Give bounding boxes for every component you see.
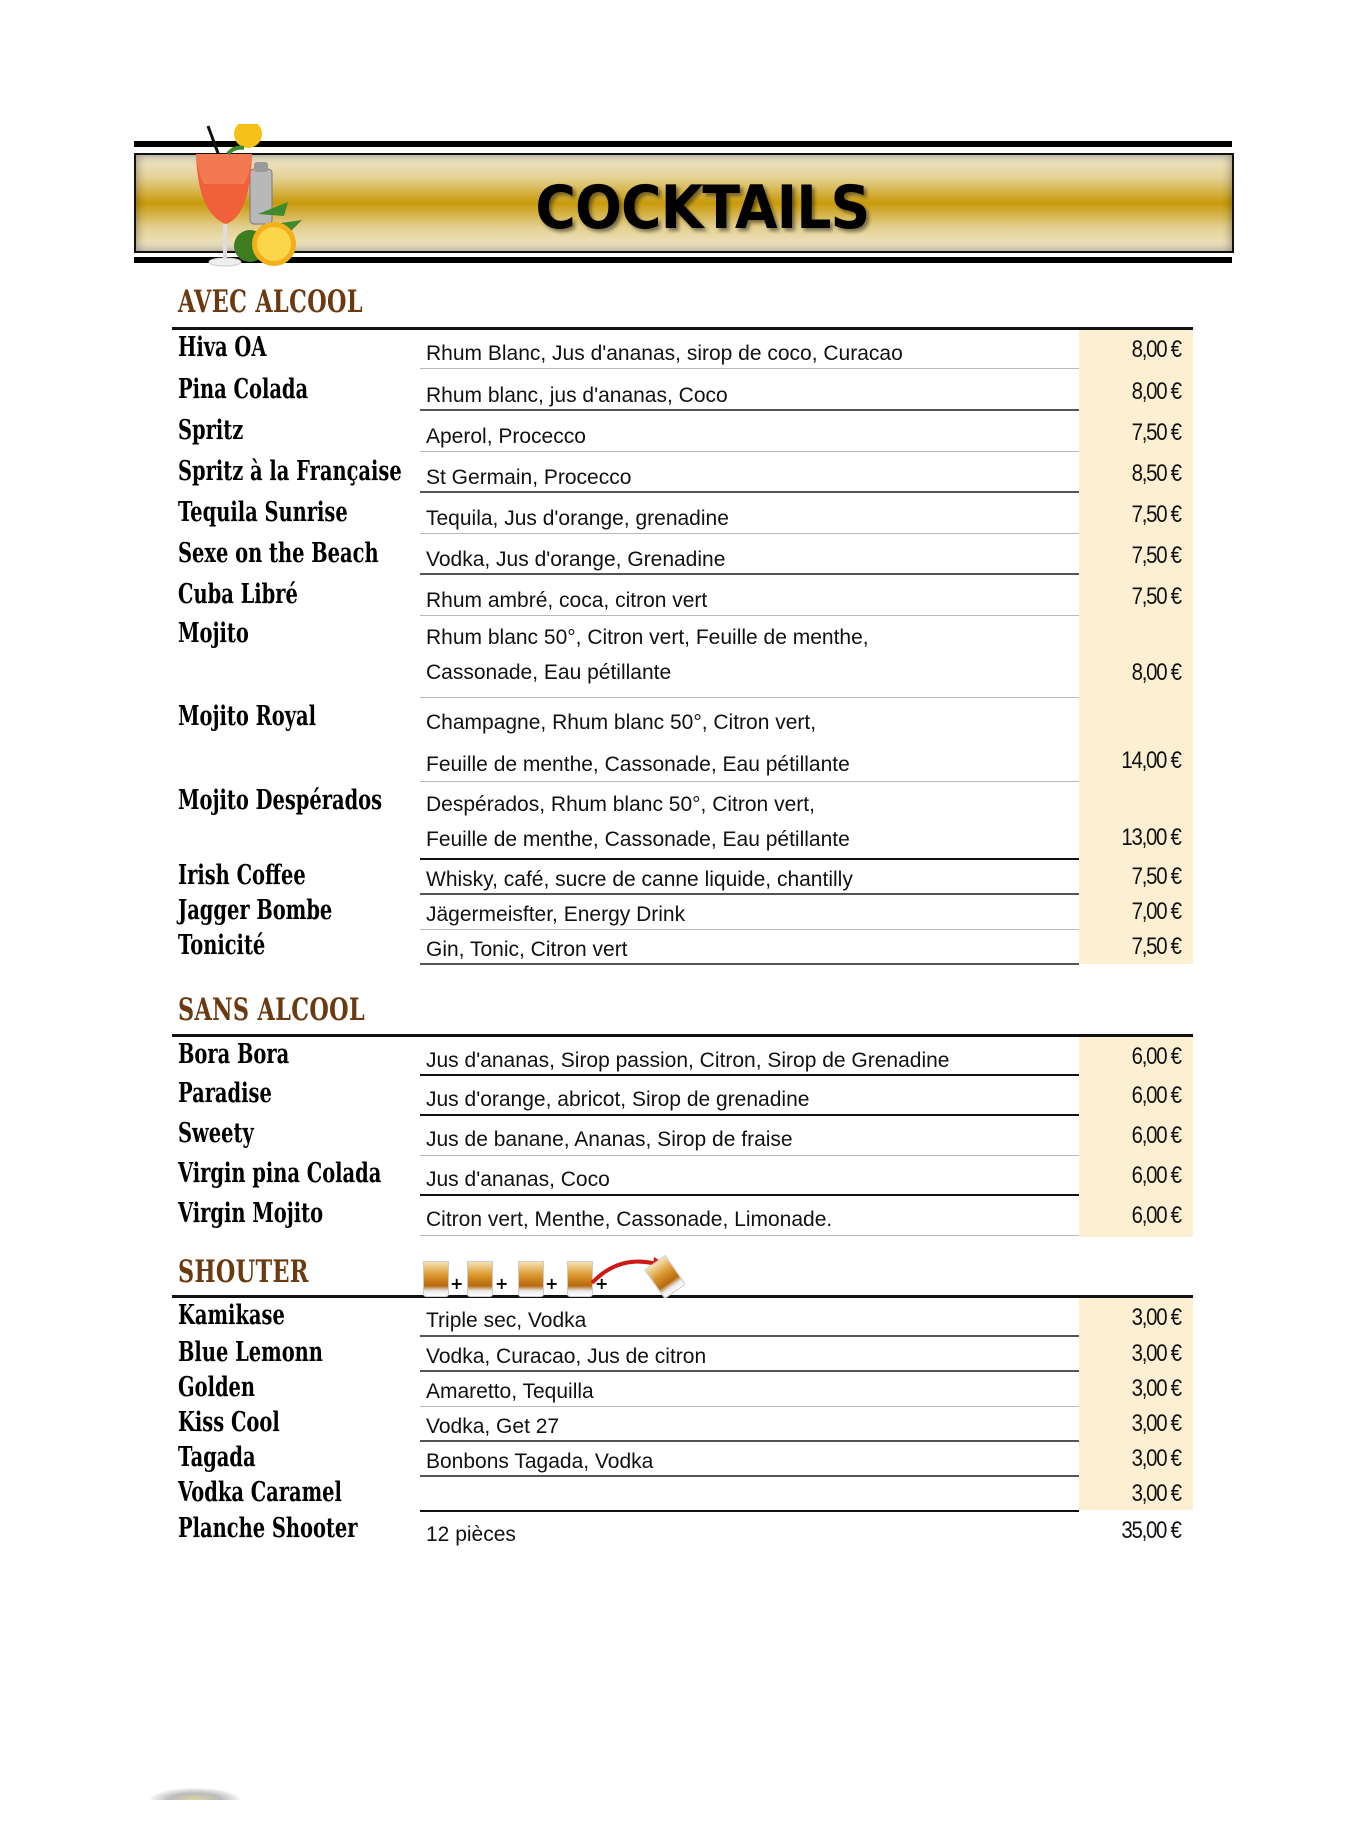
menu-item	[172, 411, 1193, 452]
item-price: 8,00 €	[1131, 336, 1181, 363]
item-description: St Germain, Procecco	[426, 466, 632, 489]
cocktail-glass-icon	[188, 124, 308, 274]
item-description: Vodka, Jus d'orange, Grenadine	[426, 548, 726, 571]
item-description: Vodka, Get 27	[426, 1415, 560, 1438]
row-rule	[420, 1235, 1079, 1236]
item-name: Mojito Royal	[178, 701, 317, 732]
item-price: 8,00 €	[1131, 659, 1181, 686]
menu-item	[172, 616, 1193, 699]
menu-item	[172, 930, 1193, 965]
item-description: Aperol, Procecco	[426, 425, 586, 448]
item-price: 3,00 €	[1131, 1480, 1181, 1507]
item-price: 3,00 €	[1131, 1375, 1181, 1402]
shot-glasses-illustration	[420, 1255, 720, 1299]
shot-glass-icon	[423, 1261, 449, 1297]
shot-glass-icon	[518, 1261, 544, 1297]
item-name: Virgin Mojito	[178, 1198, 324, 1229]
item-price: 14,00 €	[1121, 747, 1181, 774]
menu-item	[172, 1196, 1193, 1237]
item-description: Champagne, Rhum blanc 50°, Citron vert,	[426, 711, 817, 734]
menu-item	[172, 895, 1193, 930]
menu-item	[172, 1037, 1193, 1076]
item-price: 3,00 €	[1131, 1410, 1181, 1437]
plus-symbol: +	[595, 1274, 609, 1293]
item-price: 7,50 €	[1131, 863, 1181, 890]
section-title-sans-alcool: SANS ALCOOL	[178, 992, 366, 1028]
menu-item	[172, 493, 1193, 534]
item-name: Irish Coffee	[178, 860, 306, 891]
item-description: Rhum blanc, jus d'ananas, Coco	[426, 384, 728, 407]
menu-item	[172, 699, 1193, 783]
item-description: Despérados, Rhum blanc 50°, Citron vert,	[426, 793, 815, 816]
item-name: Sexe on the Beach	[178, 538, 379, 569]
item-name: Spritz à la Française	[178, 456, 402, 487]
menu-item	[172, 1156, 1193, 1196]
menu-item	[172, 330, 1193, 369]
menu-item	[172, 1076, 1193, 1116]
menu-item	[172, 1372, 1193, 1407]
item-description: Amaretto, Tequilla	[426, 1380, 594, 1403]
item-description: Rhum blanc 50°, Citron vert, Feuille de menthe,	[426, 626, 869, 649]
section-title-shouter: SHOUTER	[178, 1254, 309, 1290]
item-name: Paradise	[178, 1078, 272, 1109]
shot-glass-icon	[467, 1261, 493, 1297]
menu-item	[172, 1442, 1193, 1477]
item-price: 3,00 €	[1131, 1445, 1181, 1472]
item-name: Mojito	[178, 618, 249, 649]
plus-symbol: +	[450, 1274, 464, 1293]
item-description: Citron vert, Menthe, Cassonade, Limonade.	[426, 1208, 833, 1231]
item-description: Whisky, café, sucre de canne liquide, chantilly	[426, 868, 853, 891]
menu-item	[172, 575, 1193, 616]
item-name: Sweety	[178, 1118, 254, 1149]
item-price: 7,50 €	[1131, 933, 1181, 960]
menu-item	[172, 452, 1193, 493]
item-price: 7,00 €	[1131, 898, 1181, 925]
item-name: Vodka Caramel	[178, 1477, 342, 1508]
item-name: Kamikase	[178, 1300, 285, 1331]
item-name: Bora Bora	[178, 1039, 290, 1070]
item-name: Mojito Despérados	[178, 785, 383, 816]
row-rule	[420, 781, 1079, 782]
row-rule	[420, 697, 1079, 698]
item-name: Planche Shooter	[178, 1513, 358, 1544]
item-description: Jägermeisfter, Energy Drink	[426, 903, 686, 926]
item-name: Tagada	[178, 1442, 256, 1473]
item-price: 6,00 €	[1131, 1043, 1181, 1070]
item-price: 7,50 €	[1131, 542, 1181, 569]
plus-symbol: +	[495, 1274, 509, 1293]
item-name: Spritz	[178, 415, 244, 446]
row-rule	[420, 368, 1079, 369]
menu-item	[172, 1298, 1193, 1337]
item-price: 35,00 €	[1121, 1517, 1181, 1544]
menu-item	[172, 370, 1193, 411]
item-description: Bonbons Tagada, Vodka	[426, 1450, 654, 1473]
item-description: Triple sec, Vodka	[426, 1309, 587, 1332]
item-description: Feuille de menthe, Cassonade, Eau pétillante	[426, 828, 850, 851]
menu-item	[172, 1512, 1193, 1547]
item-price: 3,00 €	[1131, 1340, 1181, 1367]
item-description: Rhum Blanc, Jus d'ananas, sirop de coco, Curacao	[426, 342, 903, 365]
page-title: COCKTAILS	[535, 173, 870, 243]
item-name: Tonicité	[178, 930, 266, 961]
item-price: 7,50 €	[1131, 501, 1181, 528]
item-name: Tequila Sunrise	[178, 497, 348, 528]
menu-item	[172, 783, 1193, 860]
footer-decoration	[150, 1788, 240, 1800]
item-price: 3,00 €	[1131, 1304, 1181, 1331]
item-price: 6,00 €	[1131, 1162, 1181, 1189]
menu-item	[172, 1407, 1193, 1442]
item-description: Jus d'ananas, Sirop passion, Citron, Sirop de Grenadine	[426, 1049, 950, 1072]
item-price: 7,50 €	[1131, 583, 1181, 610]
item-price: 8,50 €	[1131, 460, 1181, 487]
item-description: Tequila, Jus d'orange, grenadine	[426, 507, 729, 530]
menu-item	[172, 1337, 1193, 1372]
item-description: Jus d'ananas, Coco	[426, 1168, 610, 1191]
item-name: Kiss Cool	[178, 1407, 280, 1438]
item-description: Jus d'orange, abricot, Sirop de grenadine	[426, 1088, 810, 1111]
item-price: 7,50 €	[1131, 419, 1181, 446]
plus-symbol: +	[545, 1274, 559, 1293]
menu-item	[172, 860, 1193, 895]
item-name: Pina Colada	[178, 374, 309, 405]
item-description: Vodka, Curacao, Jus de citron	[426, 1345, 707, 1368]
item-price: 6,00 €	[1131, 1122, 1181, 1149]
item-description: Cassonade, Eau pétillante	[426, 661, 672, 684]
item-description: Jus de banane, Ananas, Sirop de fraise	[426, 1128, 793, 1151]
item-name: Jagger Bombe	[178, 895, 333, 926]
item-name: Hiva OA	[178, 332, 267, 363]
section-title-avec-alcool: AVEC ALCOOL	[178, 284, 363, 320]
item-name: Cuba Libré	[178, 579, 298, 610]
menu-item	[172, 1116, 1193, 1156]
item-price: 8,00 €	[1131, 378, 1181, 405]
item-description: Rhum ambré, coca, citron vert	[426, 589, 708, 612]
item-description: 12 pièces	[426, 1523, 516, 1546]
item-price: 6,00 €	[1131, 1082, 1181, 1109]
item-name: Golden	[178, 1372, 256, 1403]
row-rule	[420, 963, 1079, 965]
item-description: Gin, Tonic, Citron vert	[426, 938, 628, 961]
item-price: 6,00 €	[1131, 1202, 1181, 1229]
item-name: Blue Lemonn	[178, 1337, 323, 1368]
menu-item	[172, 1477, 1193, 1512]
menu-item	[172, 534, 1193, 575]
item-name: Virgin pina Colada	[178, 1158, 382, 1189]
item-description: Feuille de menthe, Cassonade, Eau pétillante	[426, 753, 850, 776]
item-price: 13,00 €	[1121, 824, 1181, 851]
